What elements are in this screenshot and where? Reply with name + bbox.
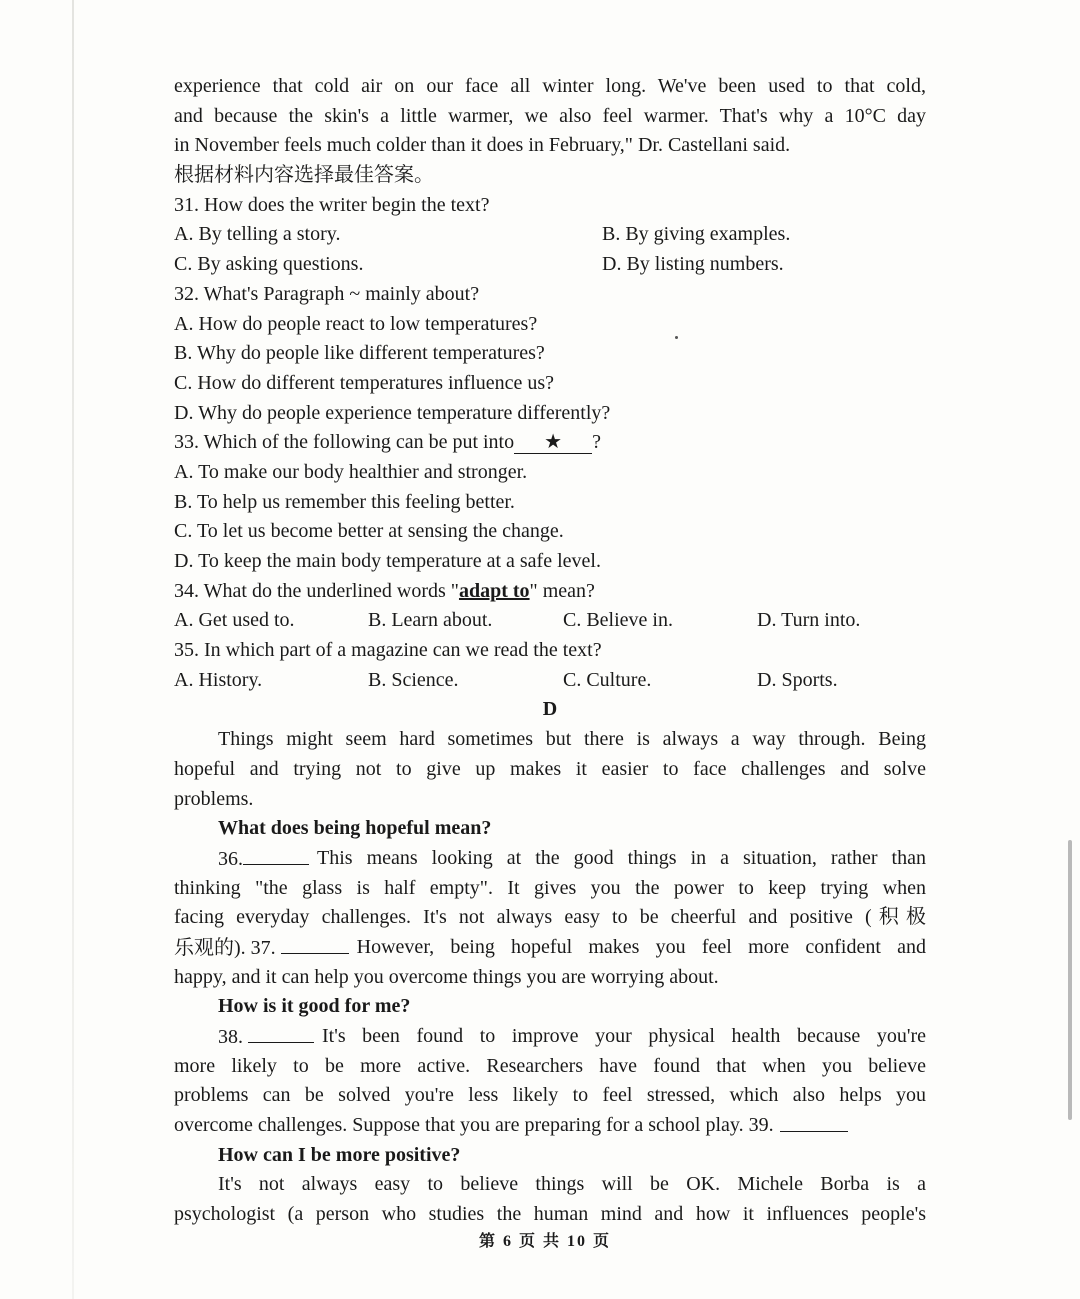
option-32-b: B. Why do people like different temperatures? <box>174 342 545 365</box>
passage-line: Things might seem hard sometimes but there is always a way through. Being <box>218 728 926 751</box>
passage-d-title: D <box>542 698 558 721</box>
scrollbar[interactable] <box>1068 840 1072 1120</box>
star-blank <box>514 431 592 454</box>
passage-text: This means looking at the good things in a situation, rather than <box>317 846 926 869</box>
question-stem-33 <box>174 428 926 458</box>
star-icon: ★ <box>544 431 563 454</box>
blank-number-38: 38. <box>218 1026 243 1048</box>
passage-line: psychologist (a person who studies the human mind and how it influences people's <box>174 1203 926 1226</box>
passage-text: It's been found to improve your physical health because you're <box>322 1025 926 1047</box>
answer-blank-38[interactable] <box>248 1022 314 1043</box>
option-31-c: C. By asking questions. <box>174 253 364 276</box>
passage-line: happy, and it can help you overcome things you are worrying about. <box>174 965 719 988</box>
subheading-good-for-me: How is it good for me? <box>218 995 411 1018</box>
subheading-more-positive: How can I be more positive? <box>218 1143 461 1166</box>
passage-line: problems can be solved you're less likely to feel stressed, which also helps you <box>174 1084 926 1107</box>
section-instruction: 根据材料内容选择最佳答案。 <box>174 164 434 187</box>
passage-line: facing everyday challenges. It's not always easy to be cheerful and positive (积极 <box>174 906 926 929</box>
passage-line <box>174 844 926 874</box>
blank-number-37: 乐观的). 37. <box>174 936 276 959</box>
options-row <box>174 606 926 636</box>
subheading-hopeful: What does being hopeful mean? <box>218 817 492 840</box>
option-35-b: B. Science. <box>368 668 459 691</box>
option-32-d: D. Why do people experience temperature differently? <box>174 401 611 424</box>
option-35-a: A. History. <box>174 668 263 691</box>
options-row <box>174 666 926 696</box>
answer-blank-37[interactable] <box>281 933 349 954</box>
answer-blank-39[interactable] <box>780 1111 848 1132</box>
stem-text: ? <box>592 431 602 454</box>
options-row <box>174 250 926 280</box>
question-stem-32: 32. What's Paragraph ~ mainly about? <box>174 282 480 305</box>
underlined-words: adapt to <box>458 579 530 602</box>
page-number-footer: 第 6 页 共 10 页 <box>478 1233 611 1250</box>
option-34-b: B. Learn about. <box>368 609 493 632</box>
option-33-c: C. To let us become better at sensing the change. <box>174 520 564 543</box>
question-stem-35: 35. In which part of a magazine can we read the text? <box>174 639 602 662</box>
option-33-d: D. To keep the main body temperature at a safe level. <box>174 550 601 572</box>
stem-text: 33. Which of the following can be put into <box>174 431 515 454</box>
option-32-c: C. How do different temperatures influence us? <box>174 371 555 394</box>
question-stem-31: 31. How does the writer begin the text? <box>174 193 490 216</box>
passage-line: hopeful and trying not to give up makes it easier to face challenges and solve <box>174 757 926 780</box>
option-34-c: C. Believe in. <box>563 609 673 632</box>
option-33-b: B. To help us remember this feeling better. <box>174 490 515 513</box>
option-31-b: B. By giving examples. <box>602 223 791 246</box>
option-34-a: A. Get used to. <box>174 609 295 632</box>
option-33-a: A. To make our body healthier and stronger. <box>174 460 528 483</box>
passage-line: and because the skin's a little warmer, we also feel warmer. That's why a 10°C day <box>174 104 926 127</box>
passage-line <box>174 1022 926 1052</box>
passage-text: However, being hopeful makes you feel more confident and <box>356 935 926 958</box>
option-31-a: A. By telling a story. <box>174 223 341 246</box>
passage-line <box>174 933 926 963</box>
passage-line: in November feels much colder than it does in February," Dr. Castellani said. <box>174 134 791 157</box>
passage-line: problems. <box>174 787 254 810</box>
passage-line: experience that cold air on our face all winter long. We've been used to that cold, <box>174 75 926 97</box>
page-fold-line <box>72 0 74 1299</box>
blank-number-36: 36. <box>218 847 243 870</box>
question-stem-34 <box>174 577 926 607</box>
blank-number-39: overcome challenges. Suppose that you are preparing for a school play. 39. <box>174 1114 774 1137</box>
answer-blank-36[interactable] <box>243 844 309 865</box>
option-35-c: C. Culture. <box>563 668 652 691</box>
passage-line: thinking "the glass is half empty". It gives you the power to keep trying when <box>174 876 926 899</box>
passage-line: It's not always easy to believe things will be OK. Michele Borba is a <box>218 1173 926 1196</box>
passage-line: more likely to be more active. Researchers have found that when you believe <box>174 1054 926 1077</box>
options-row <box>174 220 926 250</box>
stem-text: 34. What do the underlined words " <box>174 579 459 602</box>
exam-page <box>174 72 926 1230</box>
passage-line <box>174 1111 926 1141</box>
option-32-a: A. How do people react to low temperatures? <box>174 312 538 335</box>
option-31-d: D. By listing numbers. <box>602 253 784 276</box>
option-35-d: D. Sports. <box>757 668 838 691</box>
option-34-d: D. Turn into. <box>757 609 861 632</box>
stem-text: " mean? <box>529 579 595 602</box>
